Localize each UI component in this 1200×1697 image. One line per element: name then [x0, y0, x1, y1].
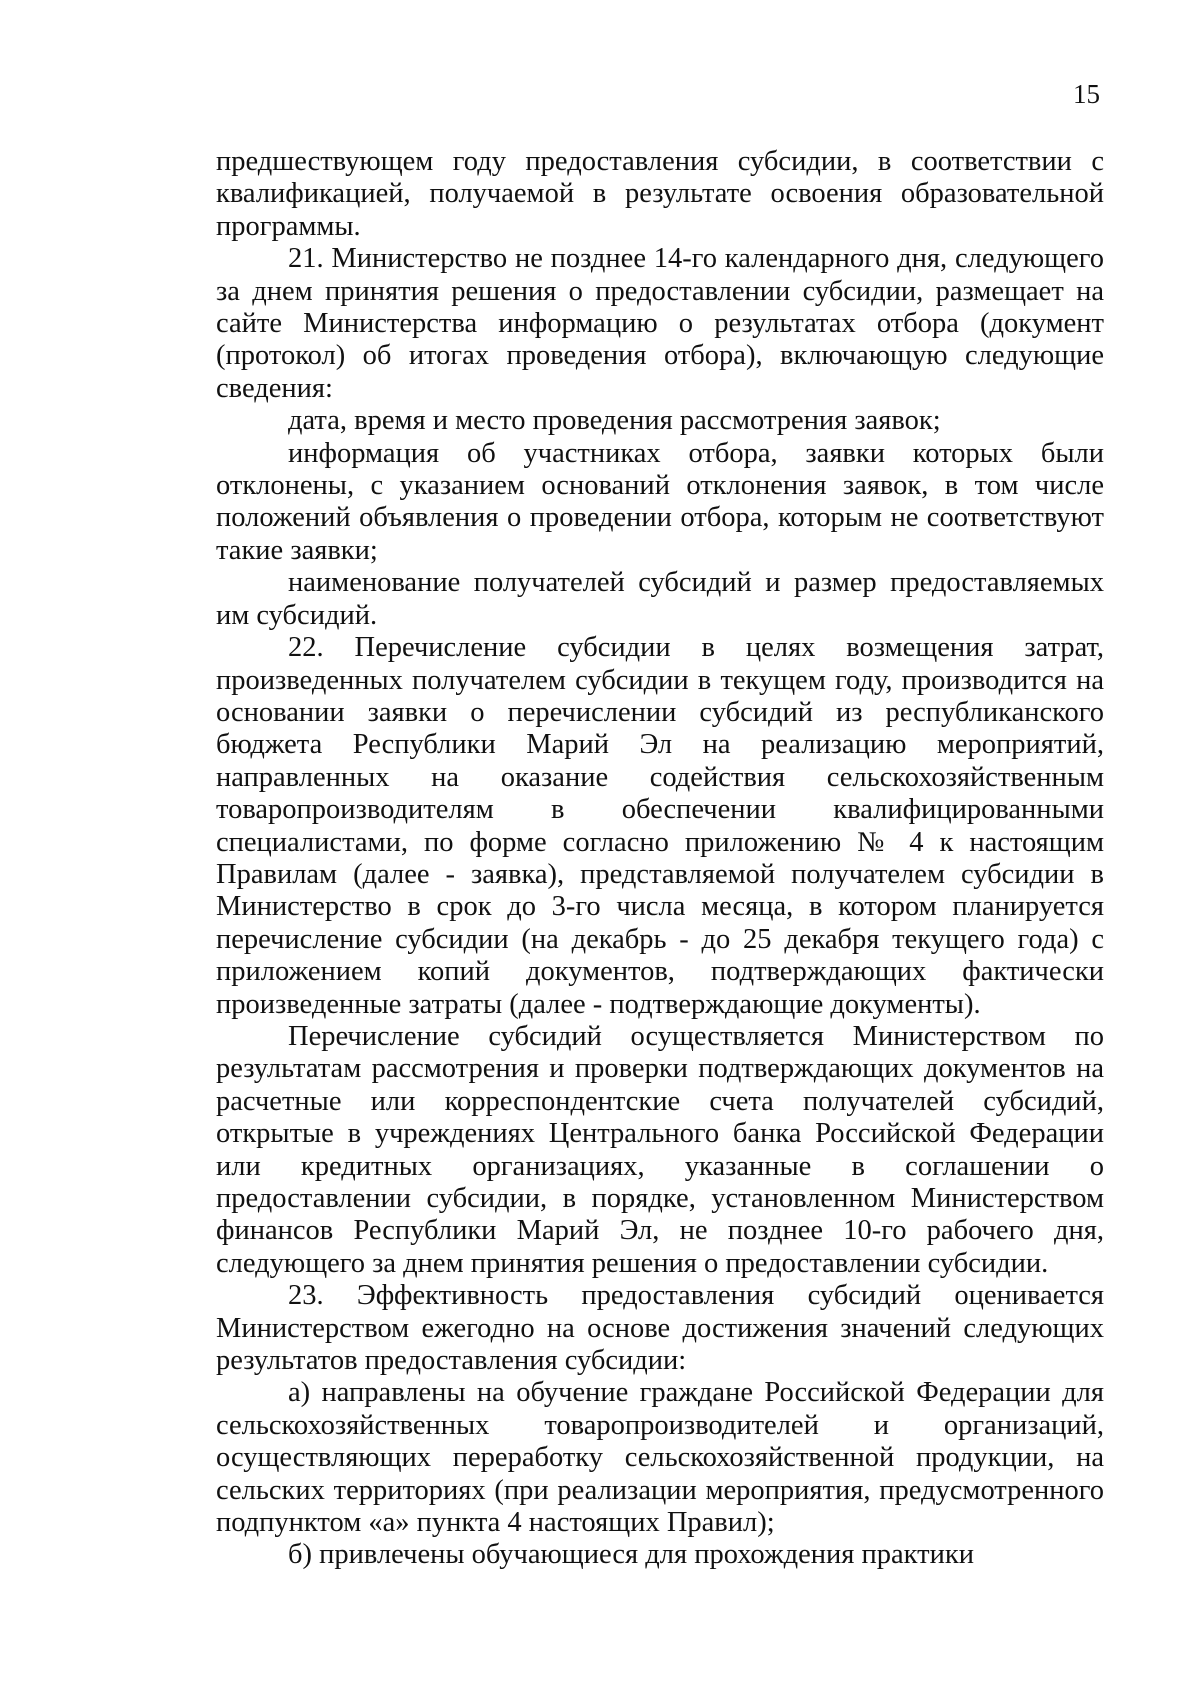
paragraph: 21. Министерство не позднее 14-го календарного дня, следующего за днем принятия решения о предоставлении субсидии, размещает на сайте Министерства информацию о результатах отбора (документ (протокол) об итогах проведения отбора), включающую следующие сведения: [216, 243, 1104, 404]
paragraph: предшествующем году предоставления субсидии, в соответствии с квалификацией, получаемой в результате освоения образовательной программы. [216, 146, 1104, 242]
paragraph: дата, время и место проведения рассмотрения заявок; [288, 405, 941, 437]
paragraph: Перечисление субсидий осуществляется Министерством по результатам рассмотрения и проверки подтверждающих документов на расчетные или корреспондентские счета получателей субсидий, открытые в учреждениях Центрального банка Российской Федерации или кредитных организациях, указанные в соглашении о предоставлении субсидии, в порядке, установленном Министерством финансов Республики Марий Эл, не позднее 10-го рабочего дня, следующего за днем принятия решения о предоставлении субсидии. [216, 1020, 1104, 1279]
paragraph: 23. Эффективность предоставления субсидий оценивается Министерством ежегодно на основе достижения значений следующих результатов предоставления субсидии: [216, 1280, 1104, 1377]
paragraph: б) привлечены обучающиеся для прохождения практики [288, 1539, 974, 1571]
paragraph: информация об участниках отбора, заявки которых были отклонены, с указанием оснований отклонения заявок, в том числе положений объявления о проведении отбора, которым не соответствуют такие заявки; [216, 437, 1104, 566]
paragraph: наименование получателей субсидий и размер предоставляемых им субсидий. [216, 567, 1104, 631]
page-number: 15 [1073, 79, 1100, 109]
paragraph: а) направлены на обучение граждане Российской Федерации для сельскохозяйственных товаропроизводителей и организаций, осуществляющих переработку сельскохозяйственной продукции, на сельских территориях (при реализации мероприятия, предусмотренного подпунктом «а» пункта 4 настоящих Правил); [216, 1377, 1104, 1539]
paragraph: 22. Перечисление субсидии в целях возмещения затрат, произведенных получателем субсидии в текущем году, производится на основании заявки о перечислении субсидий из республиканского бюджета Республики Марий Эл на реализацию мероприятий, направленных на оказание содействия сельскохозяйственным товаропроизводителям в обеспечении квалифицированными специалистами, по форме согласно приложению № 4 к настоящим Правилам (далее - заявка), представляемой получателем субсидии в Министерство в срок до 3-го числа месяца, в котором планируется перечисление субсидии (на декабрь - до 25 декабря текущего года) с приложением копий документов, подтверждающих фактически произведенные затраты (далее - подтверждающие документы). [216, 632, 1104, 1020]
document-body [216, 146, 1104, 1572]
